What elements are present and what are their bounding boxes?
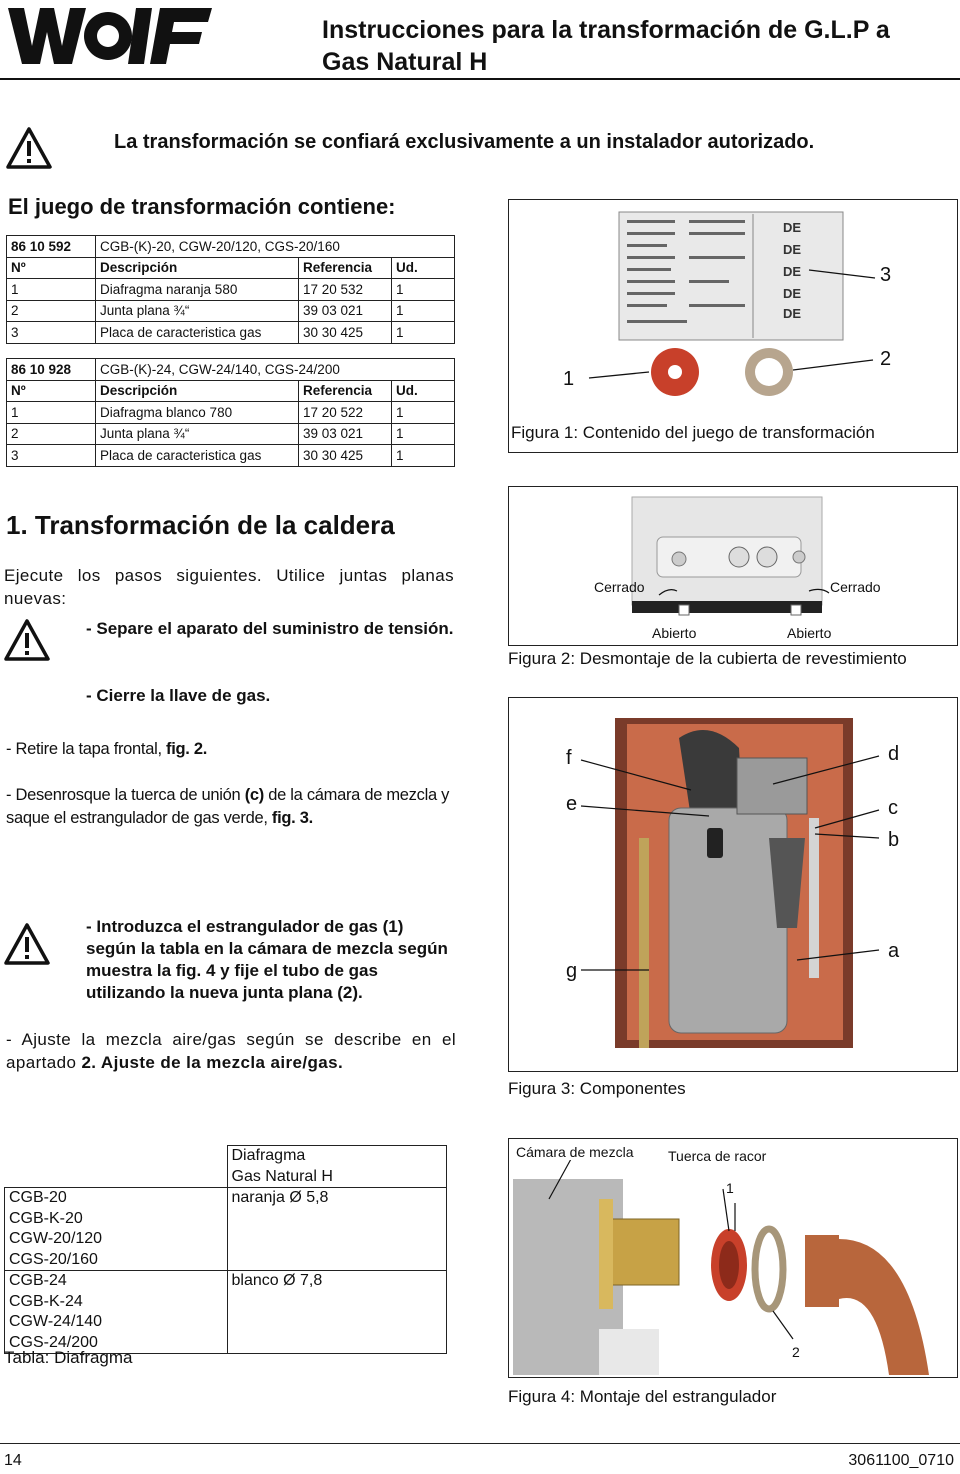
- wolf-logo: [4, 4, 216, 68]
- step-adjust-mixture: [6, 1028, 456, 1074]
- plate-tag: DE: [783, 306, 802, 321]
- plate-tag: DE: [783, 264, 802, 279]
- diaphragm-value-orange: naranja Ø 5,8: [227, 1188, 446, 1271]
- diaphragm-header-line1: Diafragma: [231, 1147, 306, 1164]
- plate-tag: DE: [783, 220, 802, 235]
- kit2-cell: 1: [392, 402, 455, 424]
- kit2-cell: 1: [392, 423, 455, 445]
- kit2-code: 86 10 928: [7, 359, 96, 381]
- kit1-cell: 3: [7, 322, 96, 344]
- model-name: CGB-K-24: [9, 1292, 83, 1310]
- kit2-header-row: [7, 380, 455, 402]
- kit2-cell: 39 03 021: [299, 423, 392, 445]
- footer-rule: [0, 1443, 960, 1444]
- diaphragm-table-caption: Tabla: Diafragma: [4, 1348, 133, 1367]
- step-remove-cover: [6, 738, 456, 761]
- kit1-cell: Placa de caracteristica gas: [96, 322, 299, 344]
- kit1-header-qty: Ud.: [392, 257, 455, 279]
- figure2-label-closed-right: Cerrado: [830, 579, 881, 595]
- kit2-cell: Diafragma blanco 780: [96, 402, 299, 424]
- step-close-gas: - Cierre la llave de gas.: [86, 686, 271, 705]
- kit2-header-desc: Descripción: [96, 380, 299, 402]
- step-ref: fig. 2.: [166, 740, 208, 758]
- kit1-models: CGB-(K)-20, CGW-20/120, CGS-20/160: [96, 236, 455, 258]
- table-row: [5, 1146, 447, 1188]
- figure2-label-closed-left: Cerrado: [594, 579, 645, 595]
- kit2-cell: Junta plana ¾“: [96, 423, 299, 445]
- diaphragm-empty-corner: [5, 1146, 228, 1188]
- diaphragm-table: [4, 1145, 447, 1354]
- kit1-cell: Junta plana ¾“: [96, 300, 299, 322]
- figure1-caption: Figura 1: Contenido del juego de transformación: [511, 423, 875, 442]
- kit1-cell: 30 30 425: [299, 322, 392, 344]
- figure4-label-nut: Tuerca de racor: [668, 1148, 767, 1164]
- kit2-cell: 17 20 522: [299, 402, 392, 424]
- model-name: CGB-20: [9, 1189, 67, 1206]
- kit-heading: El juego de transformación contiene:: [8, 194, 396, 219]
- step-ref: 2. Ajuste de la mezcla aire/gas.: [81, 1053, 344, 1072]
- header-rule: [0, 78, 960, 80]
- step-disconnect-power: - Separe el aparato del suministro de tensión.: [86, 619, 454, 638]
- table-row: [7, 300, 455, 322]
- figure1-illustration: [509, 200, 955, 420]
- model-name: CGB-K-20: [9, 1209, 83, 1227]
- step-ref: (c): [244, 786, 264, 804]
- kit1-cell: 2: [7, 300, 96, 322]
- diaphragm-header-line2: Gas Natural H: [231, 1167, 333, 1185]
- figure2-caption: Figura 2: Desmontaje de la cubierta de revestimiento: [508, 649, 907, 668]
- step-text: de la cámara de mezcla y saque el estrangulador de gas verde,: [6, 786, 450, 827]
- figure4-label-2: 2: [792, 1344, 800, 1360]
- plate-tag: DE: [783, 242, 802, 257]
- authorized-installer-warning: La transformación se confiará exclusivamente a un instalador autorizado.: [114, 131, 815, 153]
- table-row: [7, 322, 455, 344]
- diaphragm-header: [227, 1146, 446, 1188]
- kit2-models: CGB-(K)-24, CGW-24/140, CGS-24/200: [96, 359, 455, 381]
- kit1-header-no: Nº: [7, 257, 96, 279]
- kit2-header-no: Nº: [7, 380, 96, 402]
- kit2-cell: 1: [7, 402, 96, 424]
- page-number: 14: [4, 1452, 22, 1469]
- step-text: - Ajuste la mezcla aire/gas según se describe en el apartado: [6, 1030, 456, 1072]
- diaphragm-value-white: blanco Ø 7,8: [227, 1271, 446, 1354]
- kit2-cell: 30 30 425: [299, 445, 392, 467]
- table-row: [7, 445, 455, 467]
- title-line-1: Instrucciones para la transformación de G.L.P a: [322, 16, 890, 44]
- figure2-label-open-right: Abierto: [787, 625, 832, 641]
- diaphragm-models-group1: [5, 1188, 228, 1271]
- figure3-label-b: b: [888, 829, 900, 851]
- kit1-cell: 1: [392, 322, 455, 344]
- kit2-table: [6, 358, 455, 467]
- table-row: [5, 1188, 447, 1271]
- kit2-cell: 1: [392, 445, 455, 467]
- figure1-label-1: 1: [563, 368, 575, 390]
- step-text: - Retire la tapa frontal,: [6, 740, 167, 758]
- warning-triangle-icon: [4, 618, 50, 662]
- figure2-illustration: [509, 487, 955, 643]
- table-row: [7, 423, 455, 445]
- figure1-label-3: 3: [880, 264, 892, 286]
- figure2-label-open-left: Abierto: [652, 625, 697, 641]
- kit2-header-ref: Referencia: [299, 380, 392, 402]
- diaphragm-models-group2: [5, 1271, 228, 1354]
- plate-tag: DE: [783, 286, 802, 301]
- figure3-label-g: g: [566, 960, 578, 982]
- figure3-label-a: a: [888, 940, 900, 962]
- figure1-label-2: 2: [880, 348, 892, 370]
- kit2-cell: 2: [7, 423, 96, 445]
- model-name: CGS-20/160: [9, 1250, 98, 1268]
- kit1-header-desc: Descripción: [96, 257, 299, 279]
- kit1-cell: 1: [392, 279, 455, 301]
- document-title: [322, 14, 890, 78]
- step-unscrew-nut: [6, 784, 456, 830]
- figure4-label-chamber: Cámara de mezcla: [516, 1144, 634, 1160]
- table-row: [7, 279, 455, 301]
- model-name: CGS-24/200: [9, 1333, 98, 1351]
- figure3-label-f: f: [566, 747, 572, 769]
- kit1-header-row: [7, 257, 455, 279]
- step-text: - Desenrosque la tuerca de unión: [6, 786, 245, 804]
- kit1-code: 86 10 592: [7, 236, 96, 258]
- step-insert-throttle: - Introduzca el estrangulador de gas (1) según la tabla en la cámara de mezcla según muestra la fig. 4 y fije el tubo de gas utilizando la nueva junta plana (2).: [86, 917, 448, 1002]
- title-line-2: Gas Natural H: [322, 48, 488, 76]
- figure3-label-c: c: [888, 797, 898, 819]
- model-name: CGW-20/120: [9, 1230, 103, 1247]
- table-row: [7, 402, 455, 424]
- step-ref: fig. 3.: [271, 809, 313, 827]
- kit2-code-row: [7, 359, 455, 381]
- figure3-caption: Figura 3: Componentes: [508, 1079, 686, 1098]
- kit1-cell: Diafragma naranja 580: [96, 279, 299, 301]
- table-row: [5, 1271, 447, 1354]
- model-name: CGB-24: [9, 1272, 67, 1289]
- section-heading: 1. Transformación de la caldera: [6, 510, 395, 540]
- figure3-label-d: d: [888, 743, 900, 765]
- kit2-header-qty: Ud.: [392, 380, 455, 402]
- kit1-cell: 39 03 021: [299, 300, 392, 322]
- figure3-label-e: e: [566, 793, 578, 815]
- kit1-table: [6, 235, 455, 344]
- figure4-caption: Figura 4: Montaje del estrangulador: [508, 1387, 777, 1406]
- kit1-cell: 17 20 532: [299, 279, 392, 301]
- kit1-header-ref: Referencia: [299, 257, 392, 279]
- kit1-cell: 1: [7, 279, 96, 301]
- document-number: 3061100_0710: [848, 1452, 954, 1469]
- kit2-cell: Placa de caracteristica gas: [96, 445, 299, 467]
- figure4-illustration: [509, 1139, 955, 1375]
- kit1-cell: 1: [392, 300, 455, 322]
- warning-triangle-icon: [6, 126, 52, 170]
- figure4-label-1: 1: [726, 1180, 734, 1196]
- warning-triangle-icon: [4, 922, 50, 966]
- kit2-cell: 3: [7, 445, 96, 467]
- section-intro: Ejecute los pasos siguientes. Utilice juntas planas nuevas:: [4, 566, 454, 608]
- kit1-code-row: [7, 236, 455, 258]
- model-name: CGW-24/140: [9, 1313, 103, 1330]
